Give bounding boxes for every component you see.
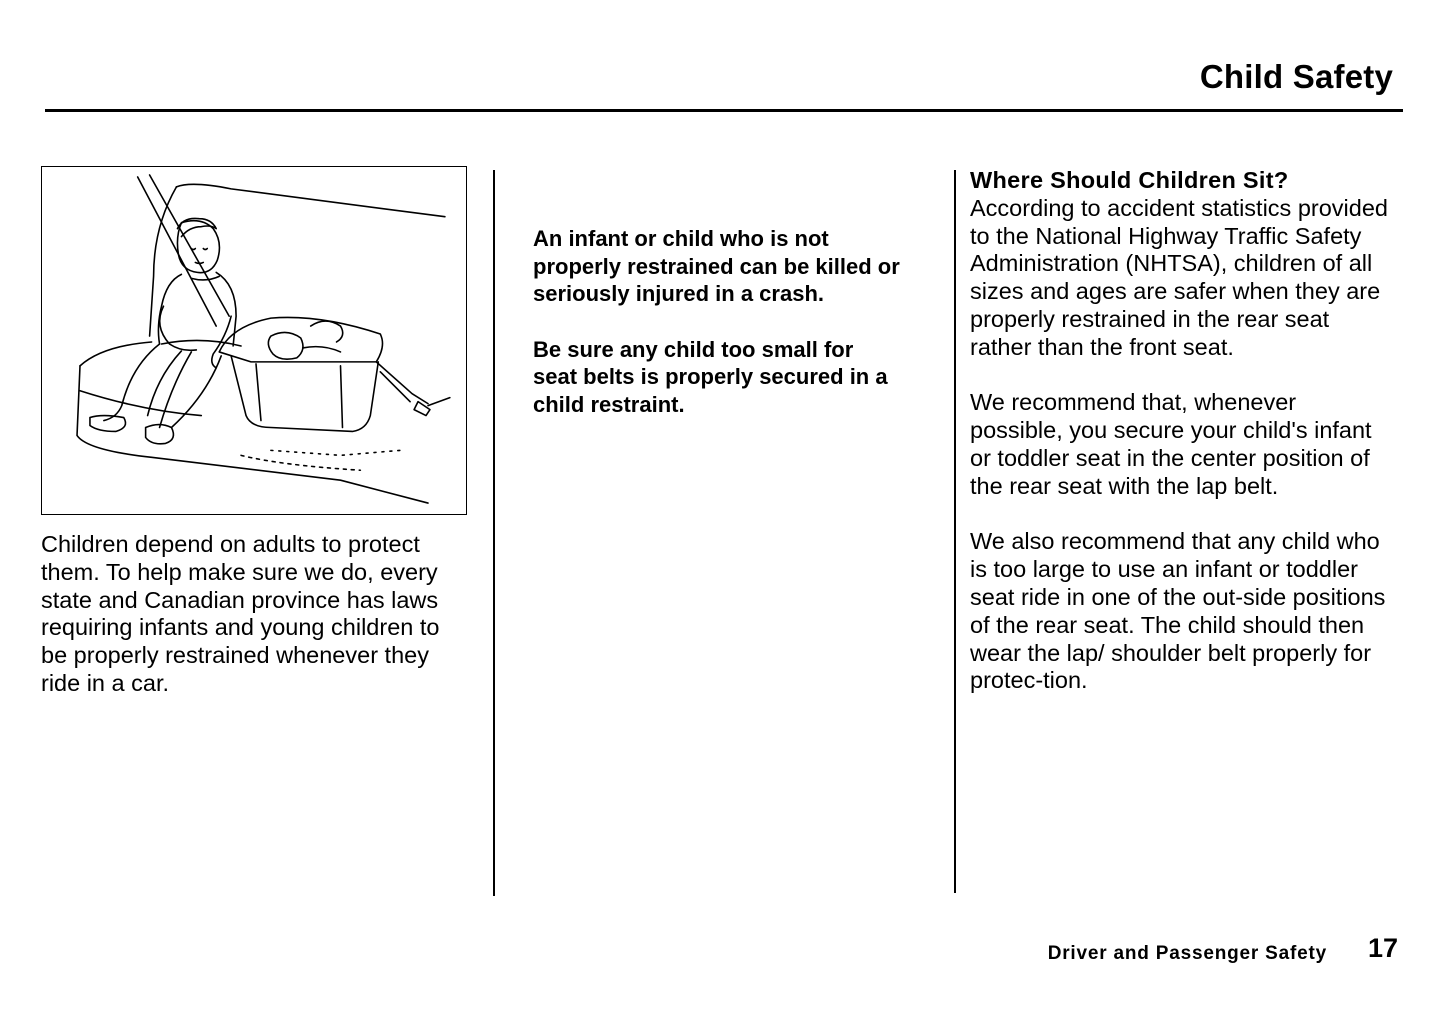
title-rule [45,109,1403,112]
section-heading: Where Should Children Sit? [970,167,1289,193]
body-paragraph: We also recommend that any child who is too large to use an infant or toddler seat ride in one of the out-side positions of the rear seat. The child should then wear the lap/ shoulder belt properly for protec-tion. [970,528,1386,694]
page-number: 17 [1367,933,1398,963]
right-column-text [970,167,1395,723]
warning-paragraph: An infant or child who is not properly restrained can be killed or seriously injured in a crash. [533,226,900,307]
warning-paragraph: Be sure any child too small for seat belts is properly secured in a child restraint. [533,336,888,417]
page-title: Child Safety [1199,58,1393,95]
body-paragraph: According to accident statistics provided to the National Highway Traffic Safety Administration (NHTSA), children of all sizes and ages are safer when they are properly restrained in the rear seat rather than the front seat. [970,194,1388,360]
body-paragraph: We recommend that, whenever possible, you secure your child's infant or toddler seat in the center position of the rear seat with the lap belt. [970,389,1372,499]
intro-paragraph: Children depend on adults to protect them. To help make sure we do, every state and Canadian province has laws requiring infants and young children to be properly restrained whenever they ride in a car. [41,531,440,696]
footer-section-title: Driver and Passenger Safety [1047,943,1327,964]
child-seat-illustration [41,166,467,515]
column-divider-right [954,170,956,893]
column-divider-left [493,170,495,896]
warning-box [533,225,903,447]
left-column-text [41,531,469,726]
